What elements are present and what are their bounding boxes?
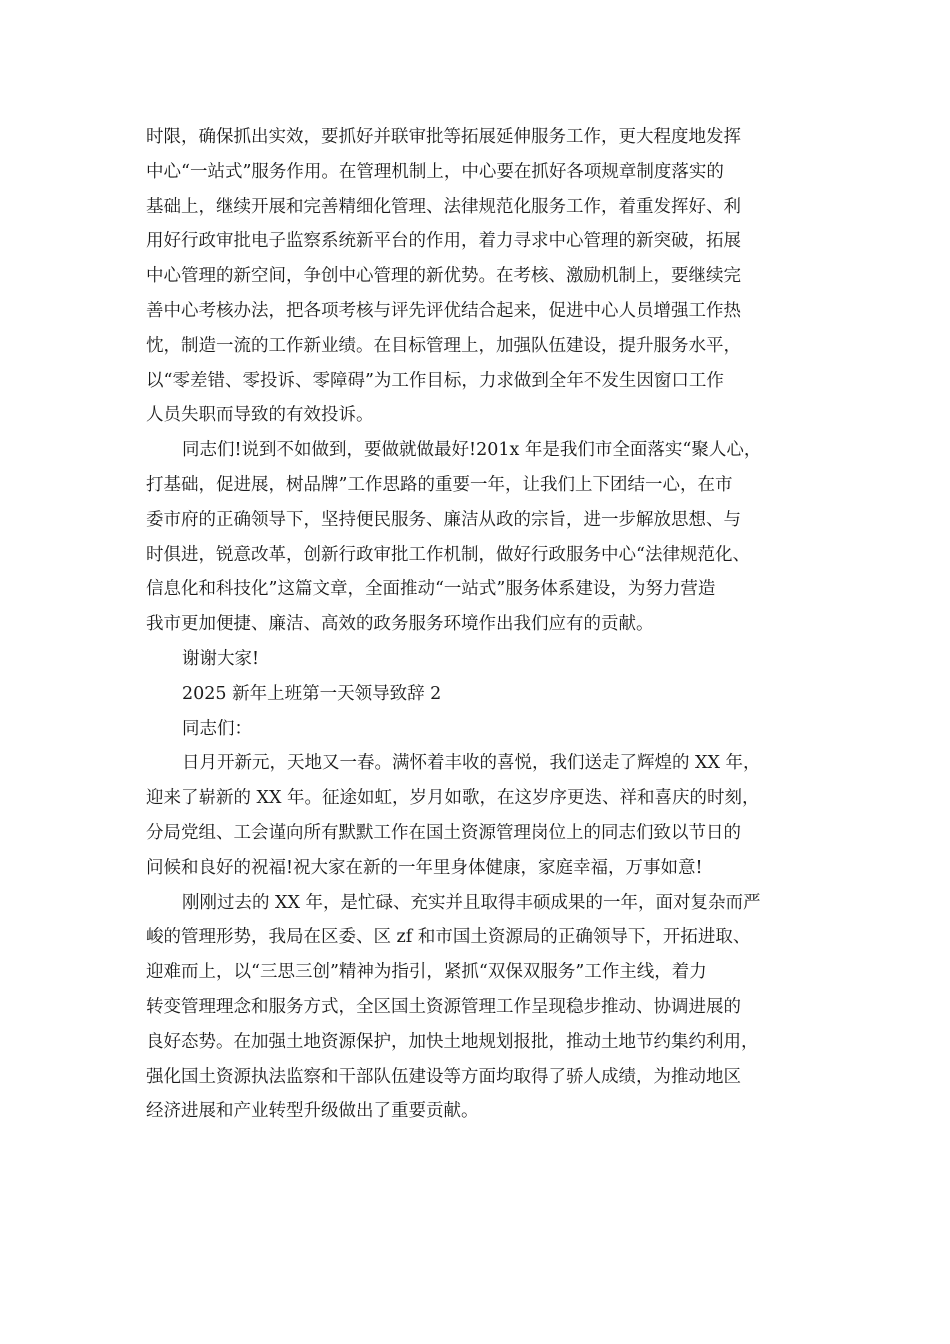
text-line: 中心管理的新空间，争创中心管理的新优势。在考核、激励机制上，要继续完 xyxy=(146,266,741,287)
text-line: 分局党组、工会谨向所有默默工作在国土资源管理岗位上的同志们致以节日的 xyxy=(146,822,741,843)
text-line: 同志们!说到不如做到，要做就做最好!201x 年是我们市全面落实“聚人心， xyxy=(182,440,762,461)
text-line: 信息化和科技化”这篇文章，全面推动“一站式”服务体系建设，为努力营造 xyxy=(146,579,716,600)
text-line: 良好态势。在加强土地资源保护，加快土地规划报批，推动土地节约集约利用， xyxy=(146,1031,759,1052)
paragraph xyxy=(146,746,806,885)
text-line: 用好行政审批电子监察系统新平台的作用，着力寻求中心管理的新突破，拓展 xyxy=(146,231,741,252)
text-line: 刚刚过去的 XX 年，是忙碌、充实并且取得丰硕成果的一年，面对复杂而严 xyxy=(182,892,761,913)
text-line: 峻的管理形势，我局在区委、区 zf 和市国土资源局的正确领导下，开拓进取、 xyxy=(146,927,751,948)
text-line: 基础上，继续开展和完善精细化管理、法律规范化服务工作，着重发挥好、利 xyxy=(146,196,741,217)
paragraph xyxy=(146,712,806,747)
text-line: 经济进展和产业转型升级做出了重要贡献。 xyxy=(146,1101,479,1122)
text-line: 忱，制造一流的工作新业绩。在目标管理上，加强队伍建设，提升服务水平， xyxy=(146,335,741,356)
paragraph xyxy=(146,120,806,433)
text-line: 时限，确保抓出实效，要抓好并联审批等拓展延伸服务工作，更大程度地发挥 xyxy=(146,127,741,147)
text-line: 同志们： xyxy=(182,718,252,739)
text-line: 2025 新年上班第一天领导致辞 2 xyxy=(182,683,442,704)
text-line: 以“零差错、零投诉、零障碍”为工作目标，力求做到全年不发生因窗口工作 xyxy=(146,370,724,391)
document-body xyxy=(146,120,806,1129)
text-line: 迎来了崭新的 XX 年。征途如虹，岁月如歌，在这岁序更迭、祥和喜庆的时刻， xyxy=(146,788,760,809)
text-line: 人员失职而导致的有效投诉。 xyxy=(146,405,374,426)
paragraph xyxy=(146,677,806,712)
text-line: 迎难而上，以“三思三创”精神为指引，紧抓“双保双服务”工作主线，着力 xyxy=(146,962,707,983)
text-line: 谢谢大家! xyxy=(182,648,260,669)
text-line: 转变管理理念和服务方式，全区国土资源管理工作呈现稳步推动、协调进展的 xyxy=(146,996,741,1017)
text-line: 善中心考核办法，把各项考核与评先评优结合起来，促进中心人员增强工作热 xyxy=(146,300,741,321)
paragraph xyxy=(146,433,806,642)
paragraph xyxy=(146,886,806,1130)
text-line: 强化国土资源执法监察和干部队伍建设等方面均取得了骄人成绩，为推动地区 xyxy=(146,1066,741,1087)
text-line: 我市更加便捷、廉洁、高效的政务服务环境作出我们应有的贡献。 xyxy=(146,614,654,635)
text-line: 打基础，促进展，树品牌”工作思路的重要一年，让我们上下团结一心，在市 xyxy=(146,474,733,495)
paragraph xyxy=(146,642,806,677)
text-line: 时俱进，锐意改革，创新行政审批工作机制，做好行政服务中心“法律规范化、 xyxy=(146,544,750,565)
text-line: 中心“一站式”服务作用。在管理机制上，中心要在抓好各项规章制度落实的 xyxy=(146,161,724,182)
text-line: 日月开新元，天地又一春。满怀着丰收的喜悦，我们送走了辉煌的 XX 年， xyxy=(182,753,761,774)
text-line: 委市府的正确领导下，坚持便民服务、廉洁从政的宗旨，进一步解放思想、与 xyxy=(146,509,741,530)
text-line: 问候和良好的祝福!祝大家在新的一年里身体健康，家庭幸福，万事如意! xyxy=(146,857,703,878)
